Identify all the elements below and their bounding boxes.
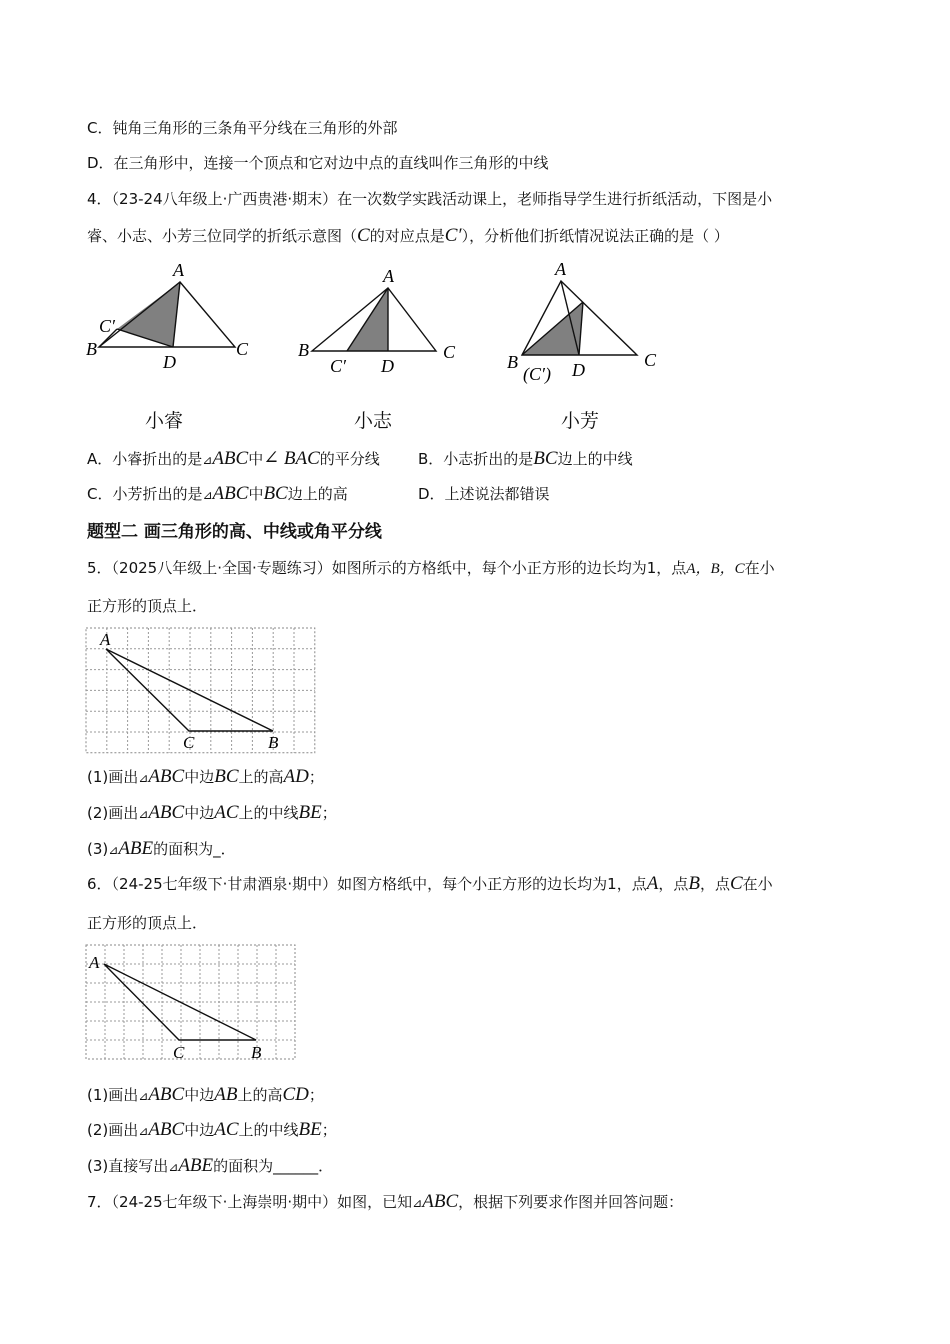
q5-part2: (2)画出⊿ABC中边AC上的中线BE；: [87, 802, 337, 823]
label-A: A: [555, 259, 566, 279]
label-Cp: C′: [99, 316, 115, 336]
label-B: B: [268, 733, 279, 752]
section-title: 题型二 画三角形的高、中线或角平分线: [87, 522, 382, 542]
label-A: A: [173, 260, 184, 280]
label-Cp: C′: [330, 356, 346, 376]
q4-option-c: C．小芳折出的是⊿ABC中BC边上的高: [87, 483, 348, 504]
label-A: A: [89, 953, 100, 972]
fold-shade: [117, 282, 180, 347]
label-C: C: [236, 339, 249, 359]
label-A: A: [100, 630, 111, 649]
q5-part3: (3)⊿ABE的面积为_．: [87, 838, 236, 859]
grid-border: [86, 628, 315, 753]
q7-stem: 7．（24-25七年级下·上海崇明·期中）如图，已知⊿ABC，根据下列要求作图并回答问题：: [87, 1191, 684, 1212]
grid: [86, 945, 295, 1059]
figure-xiaofang: [505, 256, 670, 386]
q4-stem-line2: 睿、小志、小芳三位同学的折纸示意图（C的对应点是C′），分析他们折纸情况说法正确的是（ ）: [87, 225, 729, 246]
label-D: D: [572, 360, 585, 380]
figure-xiaorui: [85, 258, 255, 373]
q5-grid-figure: [85, 625, 320, 755]
label-B: B: [507, 352, 518, 372]
q6-grid-figure: [85, 942, 300, 1062]
label-B: B: [86, 339, 97, 359]
option-c-q3: C．钝角三角形的三条角平分线在三角形的外部: [87, 119, 398, 137]
label-C: C: [443, 342, 456, 362]
label-C: C: [183, 733, 195, 752]
option-d-q3: D．在三角形中，连接一个顶点和它对边中点的直线叫作三角形的中线: [87, 154, 549, 172]
label-C: C: [644, 350, 657, 370]
label-A: A: [383, 266, 394, 286]
q4-option-b: B．小志折出的是BC边上的中线: [418, 448, 633, 469]
q5-stem-line1: 5．（2025八年级上·全国·专题练习）如图所示的方格纸中，每个小正方形的边长均为1，点A，B，C在小: [87, 559, 775, 577]
label-C: C: [173, 1043, 185, 1062]
q4-stem-line1: 4．（23-24八年级上·广西贵港·期末）在一次数学实践活动课上，老师指导学生进行折纸活动，下图是小: [87, 190, 773, 208]
label-B: B: [298, 340, 309, 360]
caption-xiaofang: 小芳: [561, 410, 600, 432]
label-Cp-paren: (C′): [523, 364, 551, 384]
q6-part1: (1)画出⊿ABC中边AB上的高CD；: [87, 1084, 324, 1105]
figure-xiaozhi: [295, 262, 465, 377]
q5-stem-line2: 正方形的顶点上．: [87, 597, 208, 615]
q4-option-d: D．上述说法都错误: [418, 485, 550, 503]
q6-part2: (2)画出⊿ABC中边AC上的中线BE；: [87, 1119, 337, 1140]
q6-stem-line2: 正方形的顶点上．: [87, 914, 208, 932]
grid: [86, 628, 315, 753]
caption-xiaozhi: 小志: [354, 410, 393, 432]
q5-part1: (1)画出⊿ABC中边BC上的高AD；: [87, 766, 324, 787]
label-B: B: [251, 1043, 262, 1062]
q4-option-a: A．小睿折出的是⊿ABC中∠ BAC的平分线: [87, 448, 380, 469]
caption-xiaorui: 小睿: [145, 410, 184, 432]
q6-stem-line1: 6．（24-25七年级下·甘肃酒泉·期中）如图方格纸中，每个小正方形的边长均为1，点A，点B，点C在小: [87, 873, 773, 894]
q6-part3: (3)直接写出⊿ABE的面积为______．: [87, 1155, 334, 1176]
label-D: D: [163, 352, 176, 372]
label-D: D: [381, 356, 394, 376]
